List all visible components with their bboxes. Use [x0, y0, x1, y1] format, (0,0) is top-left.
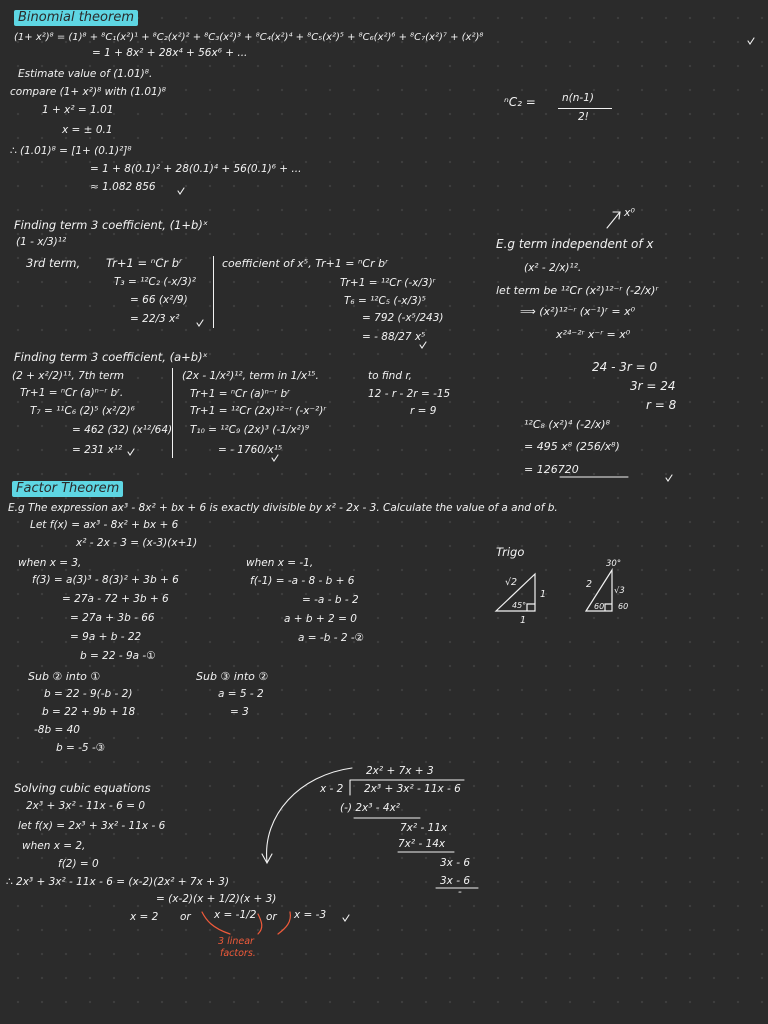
- coef-x5-line2: T₆ = ¹²C₅ (-x/3)⁵: [344, 295, 427, 307]
- estimate-eq3: ∴ (1.01)⁸ = [1+ (0.1)²]⁸: [10, 145, 132, 157]
- cubic-title: Solving cubic equations: [14, 781, 151, 795]
- term3b-line1: Tr+1 = ⁿCr (a)ⁿ⁻ʳ bʳ.: [20, 387, 124, 399]
- sub3-line2: = 3: [230, 706, 249, 718]
- factor-heading: Factor Theorem: [12, 481, 123, 497]
- cubic-equation: 2x³ + 3x² - 11x - 6 = 0: [26, 800, 146, 812]
- coef-x5-line4: = - 88/27 x⁵: [362, 331, 426, 343]
- sub2-title: Sub ② into ①: [28, 670, 101, 683]
- findr-line1: 12 - r - 2r = -15: [368, 388, 451, 400]
- cubic-f2: f(2) = 0: [58, 858, 99, 870]
- indep-line1: let term be ¹²Cr (x²)¹²⁻ʳ (-2/x)ʳ: [496, 284, 659, 297]
- whenm1-line2: = -a - b - 2: [302, 594, 359, 606]
- tri2-top-angle: 30°: [606, 559, 622, 569]
- term3-expression: (1 - x/3)¹²: [16, 236, 67, 248]
- when3-line3: = 27a + 3b - 66: [70, 612, 155, 624]
- term3-line3: = 66 (x²/9): [130, 294, 188, 306]
- indep-line8: = 495 x⁸ (256/x⁸): [524, 440, 620, 453]
- tri1-side-bottom: 1: [520, 615, 527, 626]
- cubic-factored1: ∴ 2x³ + 3x² - 11x - 6 = (x-2)(2x² + 7x + 3): [6, 876, 230, 888]
- div-quotient: 2x² + 7x + 3: [366, 765, 434, 777]
- indep-line9: = 126720: [524, 463, 579, 476]
- coef-x5-title: coefficient of x⁵, Tr+1 = ⁿCr bʳ: [222, 257, 388, 270]
- indep-line4: 24 - 3r = 0: [592, 360, 658, 374]
- cubic-or1: or: [180, 911, 191, 923]
- term15-line4: = - 1760/x¹⁵: [218, 444, 283, 456]
- tri1-angle: 45°: [512, 601, 527, 610]
- term15-line3: T₁₀ = ¹²C₉ (2x)³ (-1/x²)⁹: [190, 424, 310, 436]
- tri2-angle: 60: [594, 602, 605, 611]
- cubic-note-line2: factors.: [220, 948, 256, 959]
- when3-line1: f(3) = a(3)³ - 8(3)² + 3b + 6: [32, 574, 179, 586]
- binomial-expansion-line2: = 1 + 8x² + 28x⁴ + 56x⁶ + ...: [92, 47, 248, 59]
- cubic-when: when x = 2,: [22, 840, 86, 852]
- tri1-side-right: 1: [540, 589, 547, 600]
- whenm1-title: when x = -1,: [246, 557, 314, 569]
- factor-let: Let f(x) = ax³ - 8x² + bx + 6: [30, 519, 179, 531]
- sub3-line1: a = 5 - 2: [218, 688, 264, 700]
- coef-x5-line3: = 792 (-x⁵/243): [362, 312, 444, 324]
- estimate-eq4: = 1 + 8(0.1)² + 28(0.1)⁴ + 56(0.1)⁶ + ...: [90, 163, 302, 175]
- sub2-line3: -8b = 40: [34, 724, 80, 736]
- tri2-side: √3: [614, 586, 625, 596]
- trigo-title: Trigo: [496, 545, 525, 559]
- term15-line2: Tr+1 = ¹²Cr (2x)¹²⁻ʳ (-x⁻²)ʳ: [190, 405, 327, 417]
- findr-line2: r = 9: [410, 405, 437, 417]
- sub3-title: Sub ③ into ②: [196, 670, 269, 683]
- div-row2: 7x² - 11x: [400, 822, 448, 834]
- coef-x5-line1: Tr+1 = ¹²Cr (-x/3)ʳ: [340, 277, 436, 289]
- estimate-text: Estimate value of (1.01)⁸.: [18, 68, 153, 80]
- binomial-expansion-line1: (1+ x²)⁸ = (1)⁸ + ⁸C₁(x²)¹ + ⁸C₂(x²)² + ⁸C₃(x²)³ + ⁸C₄(x²)⁴ + ⁸C₅(x²)⁵ + ⁸C₆(x²)⁶ + ⁸C₇(x²)⁷ + (x²)⁸: [14, 32, 484, 43]
- term3-line2: T₃ = ¹²C₂ (-x/3)²: [114, 276, 197, 288]
- when3-line2: = 27a - 72 + 3b + 6: [62, 593, 169, 605]
- factor-factorise: x² - 2x - 3 = (x-3)(x+1): [76, 537, 198, 549]
- cubic-note-line1: 3 linear: [218, 936, 254, 947]
- term15-line1: Tr+1 = ⁿCr (a)ⁿ⁻ʳ bʳ: [190, 388, 290, 400]
- findr-title: to find r,: [368, 370, 413, 382]
- indep-arrow-label: x⁰: [624, 206, 635, 219]
- binomial-heading: Binomial theorem: [14, 10, 138, 26]
- indep-expression: (x² - 2/x)¹².: [524, 262, 582, 274]
- ncr-formula-lhs: ⁿC₂ =: [504, 95, 536, 109]
- factor-problem: E.g The expression ax³ - 8x² + bx + 6 is exactly divisible by x² - 2x - 3. Calculate the value of a and of b.: [8, 502, 558, 514]
- div-row5: 3x - 6: [440, 875, 471, 887]
- estimate-eq1: 1 + x² = 1.01: [42, 104, 114, 116]
- sub2-line4: b = -5 -③: [56, 742, 106, 754]
- sub2-line1: b = 22 - 9(-b - 2): [44, 688, 133, 700]
- term3-label: 3rd term,: [26, 256, 81, 270]
- indep-line6: r = 8: [646, 398, 677, 412]
- cubic-or2: or: [266, 911, 277, 923]
- indep-line2: ⟹ (x²)¹²⁻ʳ (x⁻¹)ʳ = x⁰: [520, 305, 636, 318]
- term3b-line3: = 462 (32) (x¹²/64): [72, 424, 173, 436]
- div-row4: 3x - 6: [440, 857, 471, 869]
- cubic-factored2: = (x-2)(x + 1/2)(x + 3): [156, 893, 277, 905]
- term3-line4: = 22/3 x²: [130, 313, 180, 325]
- term3b-line4: = 231 x¹²: [72, 444, 123, 456]
- sub2-line2: b = 22 + 9b + 18: [42, 706, 136, 718]
- compare-text: compare (1+ x²)⁸ with (1.01)⁸: [10, 86, 167, 98]
- div-row6: -: [458, 886, 462, 898]
- tri2-hypotenuse: 2: [586, 579, 593, 590]
- when3-title: when x = 3,: [18, 557, 82, 569]
- tri2-right-angle: 60: [618, 602, 629, 611]
- whenm1-line4: a = -b - 2 -②: [298, 632, 365, 644]
- cubic-root1: x = 2: [130, 911, 159, 923]
- when3-line4: = 9a + b - 22: [70, 631, 142, 643]
- div-dividend: 2x³ + 3x² - 11x - 6: [364, 783, 461, 795]
- indep-line3: x²⁴⁻²ʳ x⁻ʳ = x⁰: [556, 328, 631, 341]
- term3b-title: Finding term 3 coefficient, (a+b)ˣ: [14, 350, 208, 364]
- ncr-formula-numerator: n(n-1): [562, 92, 594, 104]
- term3b-expression: (2 + x²/2)¹¹, 7th term: [12, 370, 124, 382]
- indep-line7: ¹²C₈ (x²)⁴ (-2/x)⁸: [524, 418, 610, 431]
- div-row3: 7x² - 14x: [398, 838, 446, 850]
- estimate-eq2: x = ± 0.1: [62, 124, 113, 136]
- div-divisor: x - 2: [320, 783, 344, 795]
- cubic-root3: x = -3: [294, 909, 327, 921]
- cubic-let: let f(x) = 2x³ + 3x² - 11x - 6: [18, 820, 166, 832]
- indep-line5: 3r = 24: [630, 379, 676, 393]
- term3b-line2: T₇ = ¹¹C₆ (2)⁵ (x²/2)⁶: [30, 405, 135, 417]
- whenm1-line1: f(-1) = -a - 8 - b + 6: [250, 575, 355, 587]
- whenm1-line3: a + b + 2 = 0: [284, 613, 357, 625]
- term15-title: (2x - 1/x²)¹², term in 1/x¹⁵.: [182, 370, 319, 382]
- term3-line1: Tr+1 = ⁿCr bʳ: [106, 256, 183, 270]
- div-row1: (-) 2x³ - 4x²: [340, 802, 400, 814]
- indep-title: E.g term independent of x: [496, 237, 654, 251]
- cubic-root2: x = -1/2: [214, 909, 257, 921]
- ncr-formula-denominator: 2!: [578, 111, 589, 123]
- tri1-hypotenuse: √2: [505, 577, 518, 588]
- term3-title: Finding term 3 coefficient, (1+b)ˣ: [14, 218, 208, 232]
- estimate-eq5: ≈ 1.082 856: [90, 181, 156, 193]
- when3-line5: b = 22 - 9a -①: [80, 650, 156, 662]
